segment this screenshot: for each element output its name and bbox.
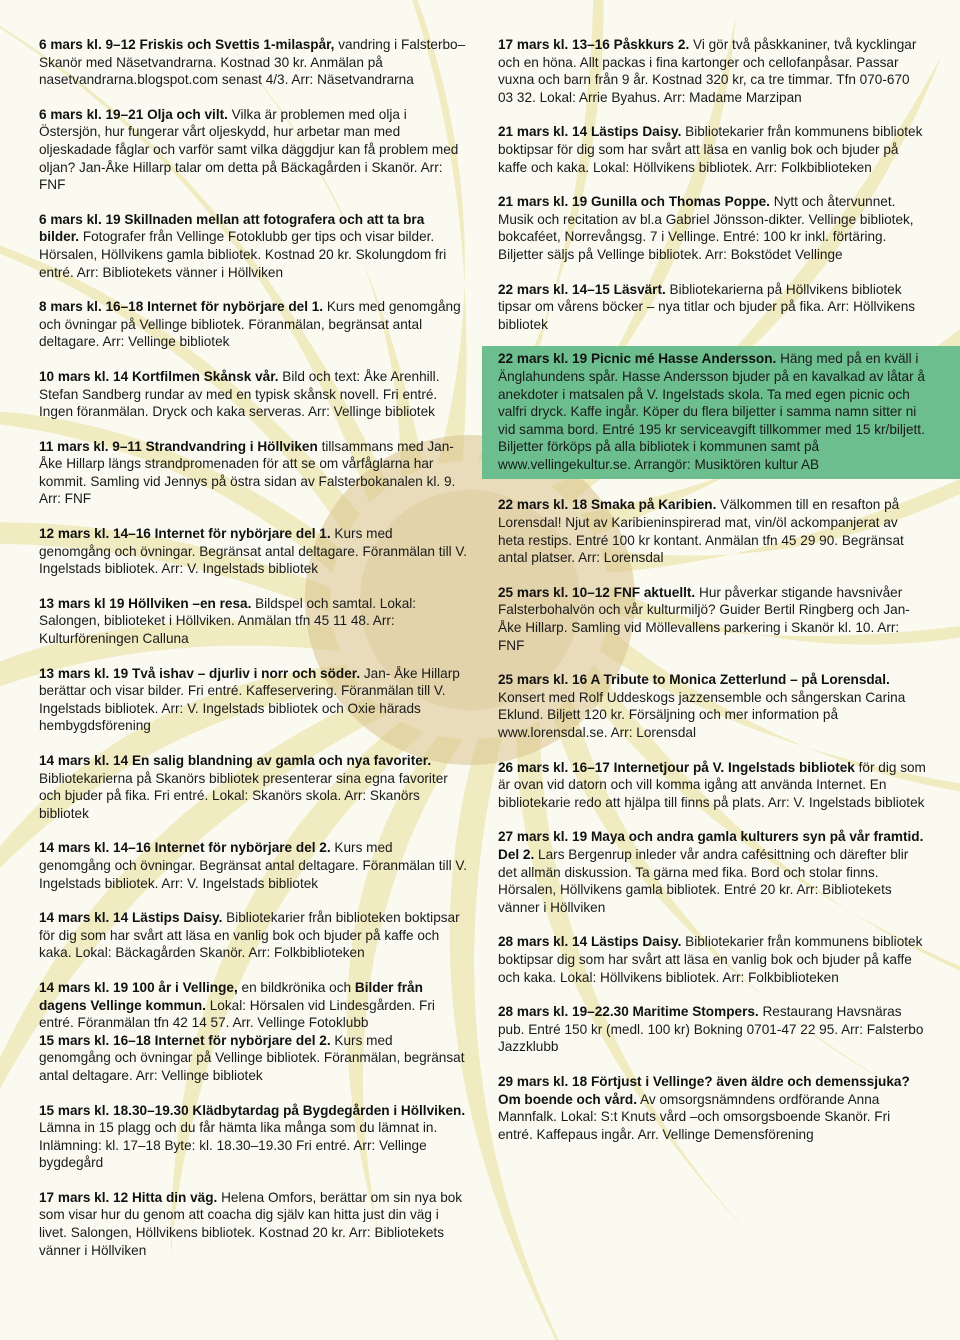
- event-heading: 6 mars kl. 9–12 Friskis och Svettis 1-milaspår,: [39, 37, 335, 52]
- event-entry: [498, 36, 926, 106]
- event-heading: 10 mars kl. 14 Kortfilmen Skånsk vår.: [39, 368, 279, 384]
- event-entry: [39, 752, 467, 822]
- event-entry: [39, 979, 467, 1032]
- event-entry: [39, 368, 467, 421]
- event-body: Kurs med genomgång och övningar på Vellinge bibliotek. Föranmälan, begränsat antal deltagare. Arr: Vellinge bibliotek: [39, 299, 461, 350]
- event-entry: [39, 665, 467, 735]
- event-heading: 22 mars kl. 18 Smaka på Karibien.: [498, 497, 717, 513]
- event-heading: 21 mars kl. 19 Gunilla och Thomas Poppe.: [498, 194, 770, 210]
- event-entry: [39, 106, 467, 194]
- event-entry: [39, 839, 467, 892]
- event-entry: [498, 828, 926, 916]
- event-heading: 21 mars kl. 14 Lästips Daisy.: [498, 124, 682, 140]
- event-entry: [39, 298, 467, 351]
- event-heading: 12 mars kl. 14–16 Internet för nybörjare del 1.: [39, 526, 331, 542]
- event-body-secondary: Lokal: Hörsalen vid Lindesgården. Fri entré. Föranmälan tfn 42 14 57. Arr. Vellinge Fotoklubb: [39, 997, 435, 1031]
- highlighted-event-box: [482, 346, 960, 479]
- event-entry: [498, 933, 926, 986]
- event-heading: 22 mars kl. 14–15 Läsvärt.: [498, 281, 666, 297]
- event-entry: [39, 909, 467, 962]
- event-entry: [498, 671, 926, 741]
- event-body: Jan- Åke Hillarp berättar och visar bilder. Fri entré. Kaffeservering. Föranmälan till V. Ingelstads bibliotek. Arr: V. Ingelstads bibliotek och Oxie härads hembygdsförening: [39, 665, 460, 734]
- event-heading: 13 mars kl. 19 Två ishav – djurliv i norr och söder.: [39, 665, 361, 681]
- event-heading: 13 mars kl 19 Höllviken –en resa.: [39, 595, 252, 611]
- event-body: Kurs med genomgång och övningar. Begränsat antal deltagare. Föranmälan till V. Ingelstads bibliotek. Arr: V. Ingelstads bibliotek: [39, 840, 467, 891]
- event-body: Konsert med Rolf Uddeskogs jazzensemble och sångerskan Carina Eklund. Biljett 120 kr. Försäljning och mer information på www.lorensdal.se. Arr: Lorensdal: [498, 689, 906, 740]
- event-heading: 26 mars kl. 16–17 Internetjour på V. Ingelstads bibliotek: [498, 759, 855, 775]
- event-body: Bibliotekarier från kommunens bibliotek boktipsar dig som har svårt att läsa en vanlig bok och bjuder på kaffe och kaka. Lokal: Höllvikens bibliotek. Arr: Folkbiblioteken: [498, 934, 923, 985]
- event-body: Bibliotekarierna på Skanörs bibliotek presenterar sina egna favoriter och bjuder på fika. Fri entré. Lokal: Skanörs skola. Arr: Skanörs bibliotek: [39, 770, 448, 821]
- event-heading: 25 mars kl. 16 A Tribute to Monica Zetterlund – på Lorensdal.: [498, 672, 890, 688]
- event-heading: 27 mars kl. 19 Maya och andra gamla kulturers syn på vår framtid. Del 2.: [498, 829, 924, 862]
- event-body: Helena Omfors, berättar om sin nya bok som visar hur du genom att coacha dig själv kan hitta just din väg i livet. Salongen, Höllvikens bibliotek. Kostnad 20 kr. Arr: Bibliotekets vänner i Höllviken: [39, 1189, 463, 1258]
- event-entry: [39, 1189, 467, 1259]
- event-body: Vi gör två påskkaniner, två kycklingar och en höna. Allt packas i fina kartonger och cellofanpåsar. Passar vuxna och barn från 9 år. Kostnad 320 kr, ca tre timmar. Tfn 070-670 03 32. Lokal: Arrie Byahus. Arr: Madame Marzipan: [498, 37, 917, 105]
- event-heading: 6 mars kl. 19 Skillnaden mellan att fotografera och att ta bra bilder.: [39, 211, 425, 245]
- event-heading: 8 mars kl. 16–18 Internet för nybörjare del 1.: [39, 299, 324, 315]
- event-heading: 14 mars kl. 14 Lästips Daisy.: [39, 910, 223, 926]
- event-body: en bildkrönika och: [237, 979, 355, 995]
- event-entry: [39, 211, 467, 281]
- event-heading: 29 mars kl. 18 Förtjust i Vellinge? även äldre och demenssjuka? Om boende och vård.: [498, 1073, 910, 1107]
- event-entry: [39, 595, 467, 648]
- event-body: Lämna in 15 plagg och du får hämta lika många som du lämnat in. Inlämning: kl. 17–18 Byte: kl. 18.30–19.30 Fri entré. Arr: Vellinge bygdegård: [39, 1120, 438, 1171]
- event-heading: 15 mars kl. 16–18 Internet för nybörjare del 2.: [39, 1032, 331, 1048]
- event-entry: [39, 438, 467, 508]
- event-heading: 14 mars kl. 19 100 år i Vellinge,: [39, 979, 238, 995]
- event-body: vandring i Falsterbo–Skanör med Näsetvandrarna. Kostnad 30 kr. Anmälan på nasetvandrarna.blogspot.com senast 4/3. Arr: Näsetvandrarna: [39, 37, 466, 88]
- event-heading: 14 mars kl. 14–16 Internet för nybörjare del 2.: [39, 840, 331, 856]
- event-heading: 28 mars kl. 19–22.30 Maritime Stompers.: [498, 1004, 759, 1020]
- event-body: Bildspel och samtal. Lokal: Salongen, biblioteket i Höllviken. Anmälan tfn 45 11 48. Arr: Kulturföreningen Calluna: [39, 595, 417, 647]
- event-heading: 11 mars kl. 9–11 Strandvandring i Höllviken: [39, 438, 318, 454]
- event-body: Av omsorgsnämndens ordförande Anna Mannfalk. Lokal: S:t Knuts vård –och omsorgsboende Skanör. Fri entré. Kaffepaus ingår. Arr. Vellinge Demensförening: [498, 1091, 891, 1142]
- event-entry: [39, 36, 467, 89]
- event-entry: [498, 759, 926, 812]
- event-body: Lars Bergenrup inleder vår andra cafésittning och därefter blir det allmän diskussion. Ta gärna med fika. Bord och stolar finns. Hörsalen, Höllvikens gamla bibliotek. Entré 20 kr. Arr: Bibliotekets vänner i Höllviken: [498, 846, 909, 915]
- event-heading: 15 mars kl. 18.30–19.30 Klädbytardag på Bygdegården i Höllviken.: [39, 1102, 466, 1118]
- event-entry: [498, 281, 926, 334]
- event-heading: 22 mars kl. 19 Picnic mé Hasse Andersson.: [498, 351, 777, 367]
- event-entry: [498, 1003, 926, 1056]
- event-body: Hur påverkar stigande havsnivåer Falsterbohalvön och vår kulturmiljö? Guider Bertil Ringberg och Jan-Åke Hillarp. Samling vid Möllevallens parkering i Skanör kl. 10. Arr: FNF: [498, 584, 910, 653]
- event-entry: [39, 1032, 467, 1085]
- event-body: Bibliotekarierna på Höllvikens bibliotek tipsar om vårens böcker – nya titlar och bjuder på fika. Arr: Höllvikens bibliotek: [498, 281, 916, 332]
- event-body: Välkommen till en resafton på Lorensdal! Njut av Karibieninspirerad mat, vin/öl ackompanjerat av heta restips. Entré 100 kr kontant. Anmälan tfn 45 29 90. Begränsat antal platser. Arr: Lorensdal: [498, 497, 904, 566]
- event-body: Fotografer från Vellinge Fotoklubb ger tips och visar bilder. Hörsalen, Höllvikens gamla bibliotek. Kostnad 20 kr. Skolungdom fri entré. Arr: Bibliotekets vänner i Höllviken: [39, 229, 447, 280]
- event-body: för dig som är ovan vid datorn och vill komma igång att använda Internet. En bibliotekarie redo att hjälpa till finns på plats. Arr: V. Ingelstads bibliotek: [498, 759, 926, 810]
- event-body: Vilka är problemen med olja i Östersjön, hur fungerar vårt oljeskydd, hur arbetar man med oljeskadade fåglar och varför samt vilka däggdjur kan få problem med oljan? Jan-Åke Hillarp talar om detta på Bäckagården i Skanör. Arr: FNF: [39, 106, 459, 193]
- event-entry: [498, 584, 926, 654]
- event-entry: [498, 496, 926, 566]
- event-body: Kurs med genomgång och övningar. Begränsat antal deltagare. Föranmälan till V. Ingelstads bibliotek. Arr: V. Ingelstads bibliotek: [39, 526, 467, 577]
- event-body: tillsammans med Jan-Åke Hillarp längs strandpromenaden för att se om vårfåglarna har kommit. Samling vid Jennys på östra sidan av Falsterbokanalen kl. 9. Arr: FNF: [39, 438, 456, 507]
- event-heading: 25 mars kl. 10–12 FNF aktuellt.: [498, 584, 696, 600]
- right-column: [498, 36, 926, 1160]
- event-entry: [39, 1102, 467, 1172]
- event-heading: 6 mars kl. 19–21 Olja och vilt.: [39, 106, 228, 122]
- left-column: [39, 36, 467, 1276]
- event-body: Kurs med genomgång och övningar på Vellinge bibliotek. Föranmälan, begränsat antal deltagare. Arr: Vellinge bibliotek: [39, 1032, 465, 1083]
- event-heading: 14 mars kl. 14 En salig blandning av gamla och nya favoriter.: [39, 753, 432, 768]
- event-body: Bild och text: Åke Arenhill. Stefan Sandberg rundar av med en typisk skånsk novell. Fri entré. Ingen föranmälan. Dryck och kaka serveras. Arr: Vellinge bibliotek: [39, 368, 440, 420]
- event-entry: [498, 193, 926, 263]
- event-heading: 17 mars kl. 12 Hitta din väg.: [39, 1189, 218, 1205]
- event-body: Nytt och återvunnet. Musik och recitation av bl.a Gabriel Jönsson-dikter. Vellinge bibliotek, bokcaféet, Norrevångsg. 7 i Vellinge. Entré: 100 kr inkl. förtäring. Biljetter säljs på Vellinge bibliotek. Arr: Bokstödet Vellinge: [498, 194, 914, 262]
- event-heading: 28 mars kl. 14 Lästips Daisy.: [498, 934, 682, 950]
- event-entry: [498, 1073, 926, 1143]
- event-entry: [39, 525, 467, 578]
- event-heading: 17 mars kl. 13–16 Påskkurs 2.: [498, 37, 690, 52]
- event-entry: [498, 123, 926, 176]
- event-body: Bibliotekarier från biblioteken boktipsar för dig som har svårt att läsa en vanlig bok och bjuder på kaffe och kaka. Lokal: Bäckagården Skanör. Arr: Folkbiblioteken: [39, 910, 460, 961]
- event-body: Bibliotekarier från kommunens bibliotek boktipsar för dig som har svårt att läsa en vanlig bok och bjuder på kaffe och kaka. Lokal: Höllvikens bibliotek. Arr: Folkbiblioteken: [498, 124, 923, 175]
- event-body: Häng med på en kväll i Änglahundens spår. Hasse Andersson bjuder på en kavalkad av låtar å anekdoter i matsalen på V. Ingelstads skola. Ta med egen picnic och valfri dryck. Kaffe ingår. Köper du flera biljetter i samma namn sitter ni vid samma bord. Entré 195 kr serviceavgift tillkommer med 15 kr/biljett. Biljetter förköps på alla bibliotek i kommunen samt på www.vellingekultur.se. Arrangör: Musiktören kultur AB: [498, 351, 925, 472]
- event-body: Restaurang Havsnäras pub. Entré 150 kr (medl. 100 kr) Bokning 0701-47 22 95. Arr: Falsterbo Jazzklubb: [498, 1004, 924, 1055]
- event-heading-secondary: Bilder från dagens Vellinge kommun.: [39, 979, 423, 1013]
